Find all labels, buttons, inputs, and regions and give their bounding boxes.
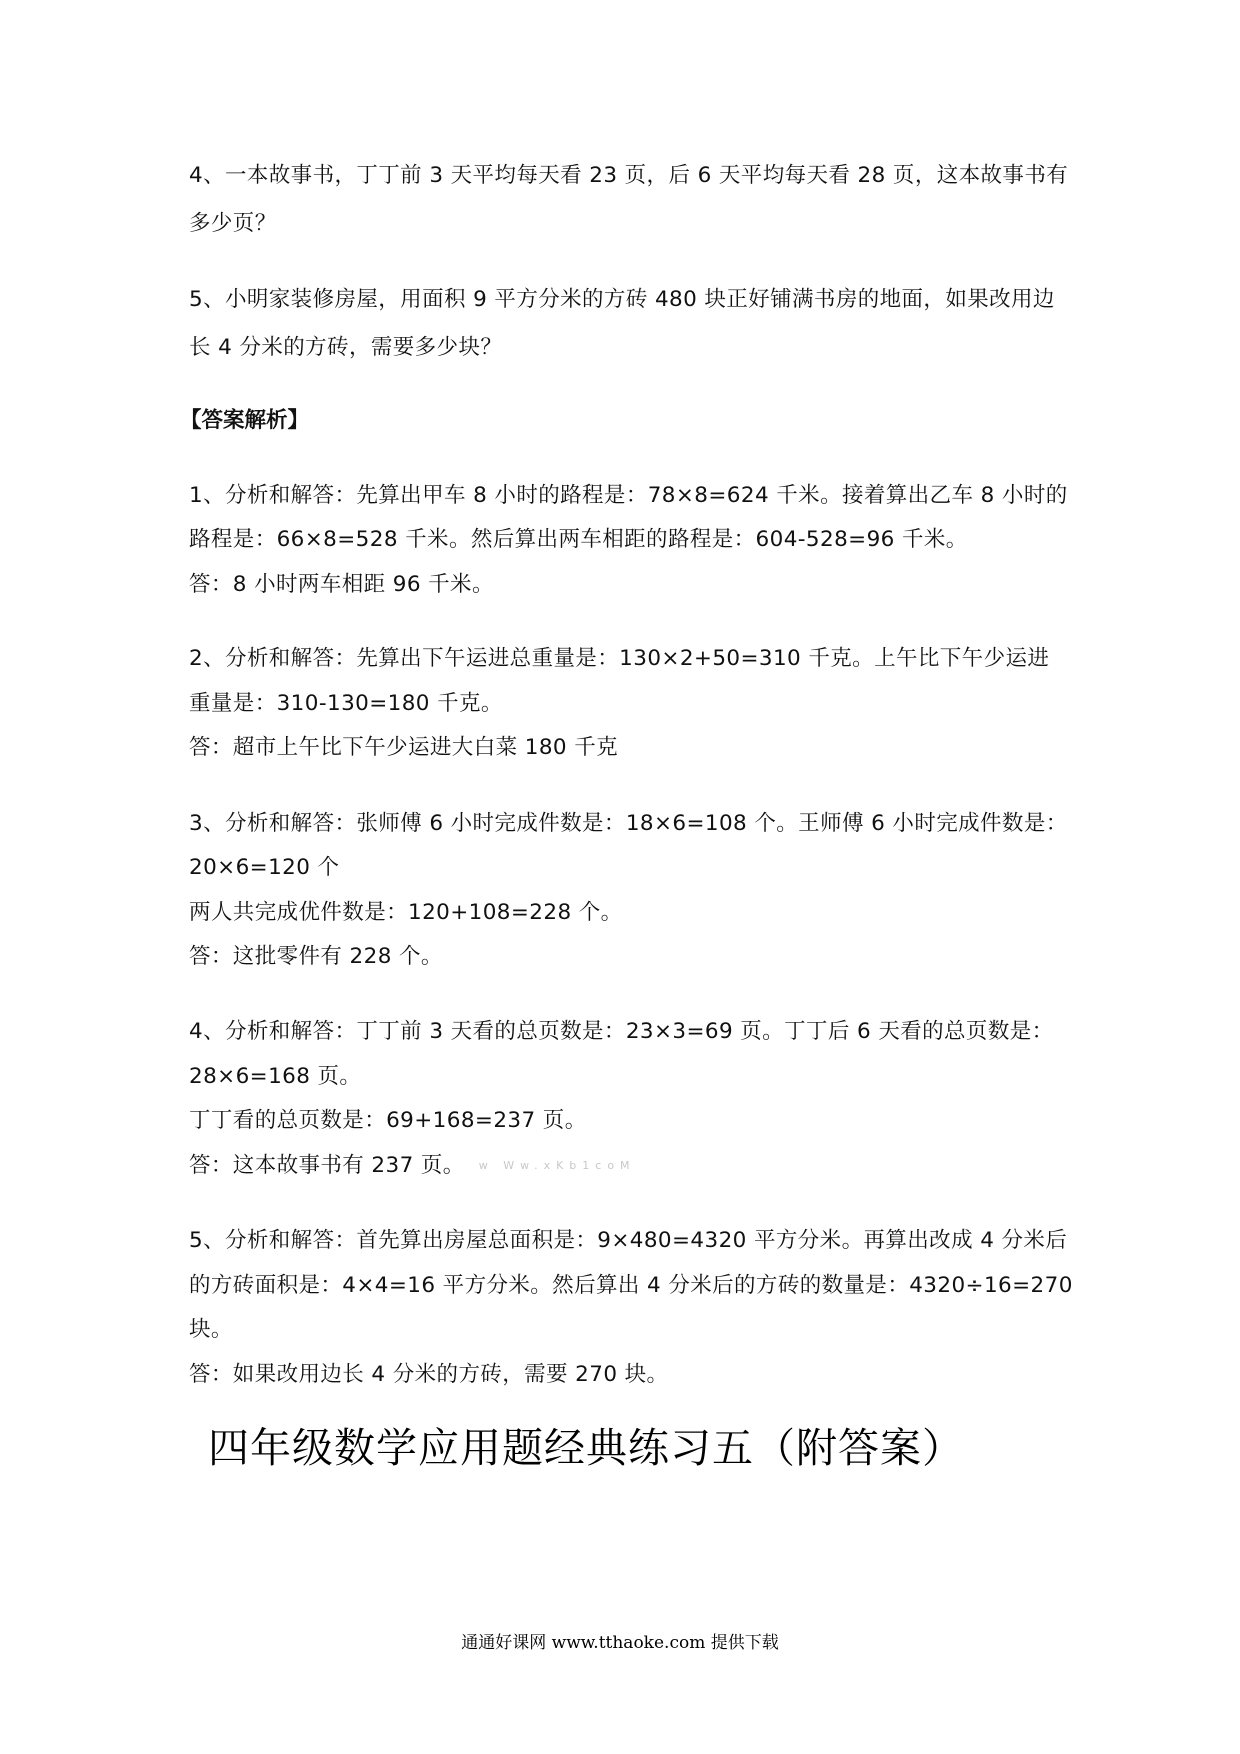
question-5-line-1: 5、小明家装修房屋，用面积 9 平方分米的方砖 480 块正好铺满书房的地面，如果改用边	[189, 287, 1055, 312]
answer-2-line-2: 重量是：310-130=180 千克。	[189, 691, 503, 716]
answer-4-conclusion: 答：这本故事书有 237 页。	[189, 1153, 465, 1178]
answer-4-conclusion-row	[189, 1151, 636, 1181]
answer-5-line-3: 块。	[189, 1317, 233, 1342]
answer-4-line-3: 丁丁看的总页数是：69+168=237 页。	[189, 1108, 587, 1133]
answer-4-line-2: 28×6=168 页。	[189, 1064, 362, 1089]
page-footer: 通通好课网 www.tthaoke.com 提供下载	[461, 1633, 779, 1653]
question-4-line-2: 多少页？	[189, 211, 277, 236]
answer-2-line-1: 2、分析和解答：先算出下午运进总重量是：130×2+50=310 千克。上午比下午少运进	[189, 646, 1050, 671]
answer-2-conclusion: 答：超市上午比下午少运进大白菜 180 千克	[189, 735, 619, 760]
answer-1-line-1: 1、分析和解答：先算出甲车 8 小时的路程是：78×8=624 千米。接着算出乙车 8 小时的	[189, 483, 1068, 508]
answer-4-line-1: 4、分析和解答：丁丁前 3 天看的总页数是：23×3=69 页。丁丁后 6 天看的总页数是：	[189, 1019, 1054, 1044]
question-5-line-2: 长 4 分米的方砖，需要多少块？	[189, 335, 503, 360]
answer-3-conclusion: 答：这批零件有 228 个。	[189, 944, 443, 969]
next-section-title: 四年级数学应用题经典练习五（附答案）	[208, 1424, 964, 1472]
answer-1-conclusion: 答：8 小时两车相距 96 千米。	[189, 572, 494, 597]
answer-5-line-2: 的方砖面积是：4×4=16 平方分米。然后算出 4 分米后的方砖的数量是：4320÷16=270	[189, 1273, 1073, 1298]
answer-5-conclusion: 答：如果改用边长 4 分米的方砖，需要 270 块。	[189, 1362, 669, 1387]
answer-5-line-1: 5、分析和解答：首先算出房屋总面积是：9×480=4320 平方分米。再算出改成 4 分米后	[189, 1228, 1068, 1253]
watermark-text: w Ww.xKb1coM	[478, 1159, 636, 1172]
answers-heading: 【答案解析】	[180, 408, 310, 433]
answer-3-line-2: 20×6=120 个	[189, 855, 340, 880]
answer-3-line-3: 两人共完成优件数是：120+108=228 个。	[189, 900, 623, 925]
question-4-line-1: 4、一本故事书，丁丁前 3 天平均每天看 23 页，后 6 天平均每天看 28 页，这本故事书有	[189, 163, 1069, 188]
answer-3-line-1: 3、分析和解答：张师傅 6 小时完成件数是：18×6=108 个。王师傅 6 小时完成件数是：	[189, 811, 1068, 836]
answer-1-line-2: 路程是：66×8=528 千米。然后算出两车相距的路程是：604-528=96 千米。	[189, 527, 968, 552]
